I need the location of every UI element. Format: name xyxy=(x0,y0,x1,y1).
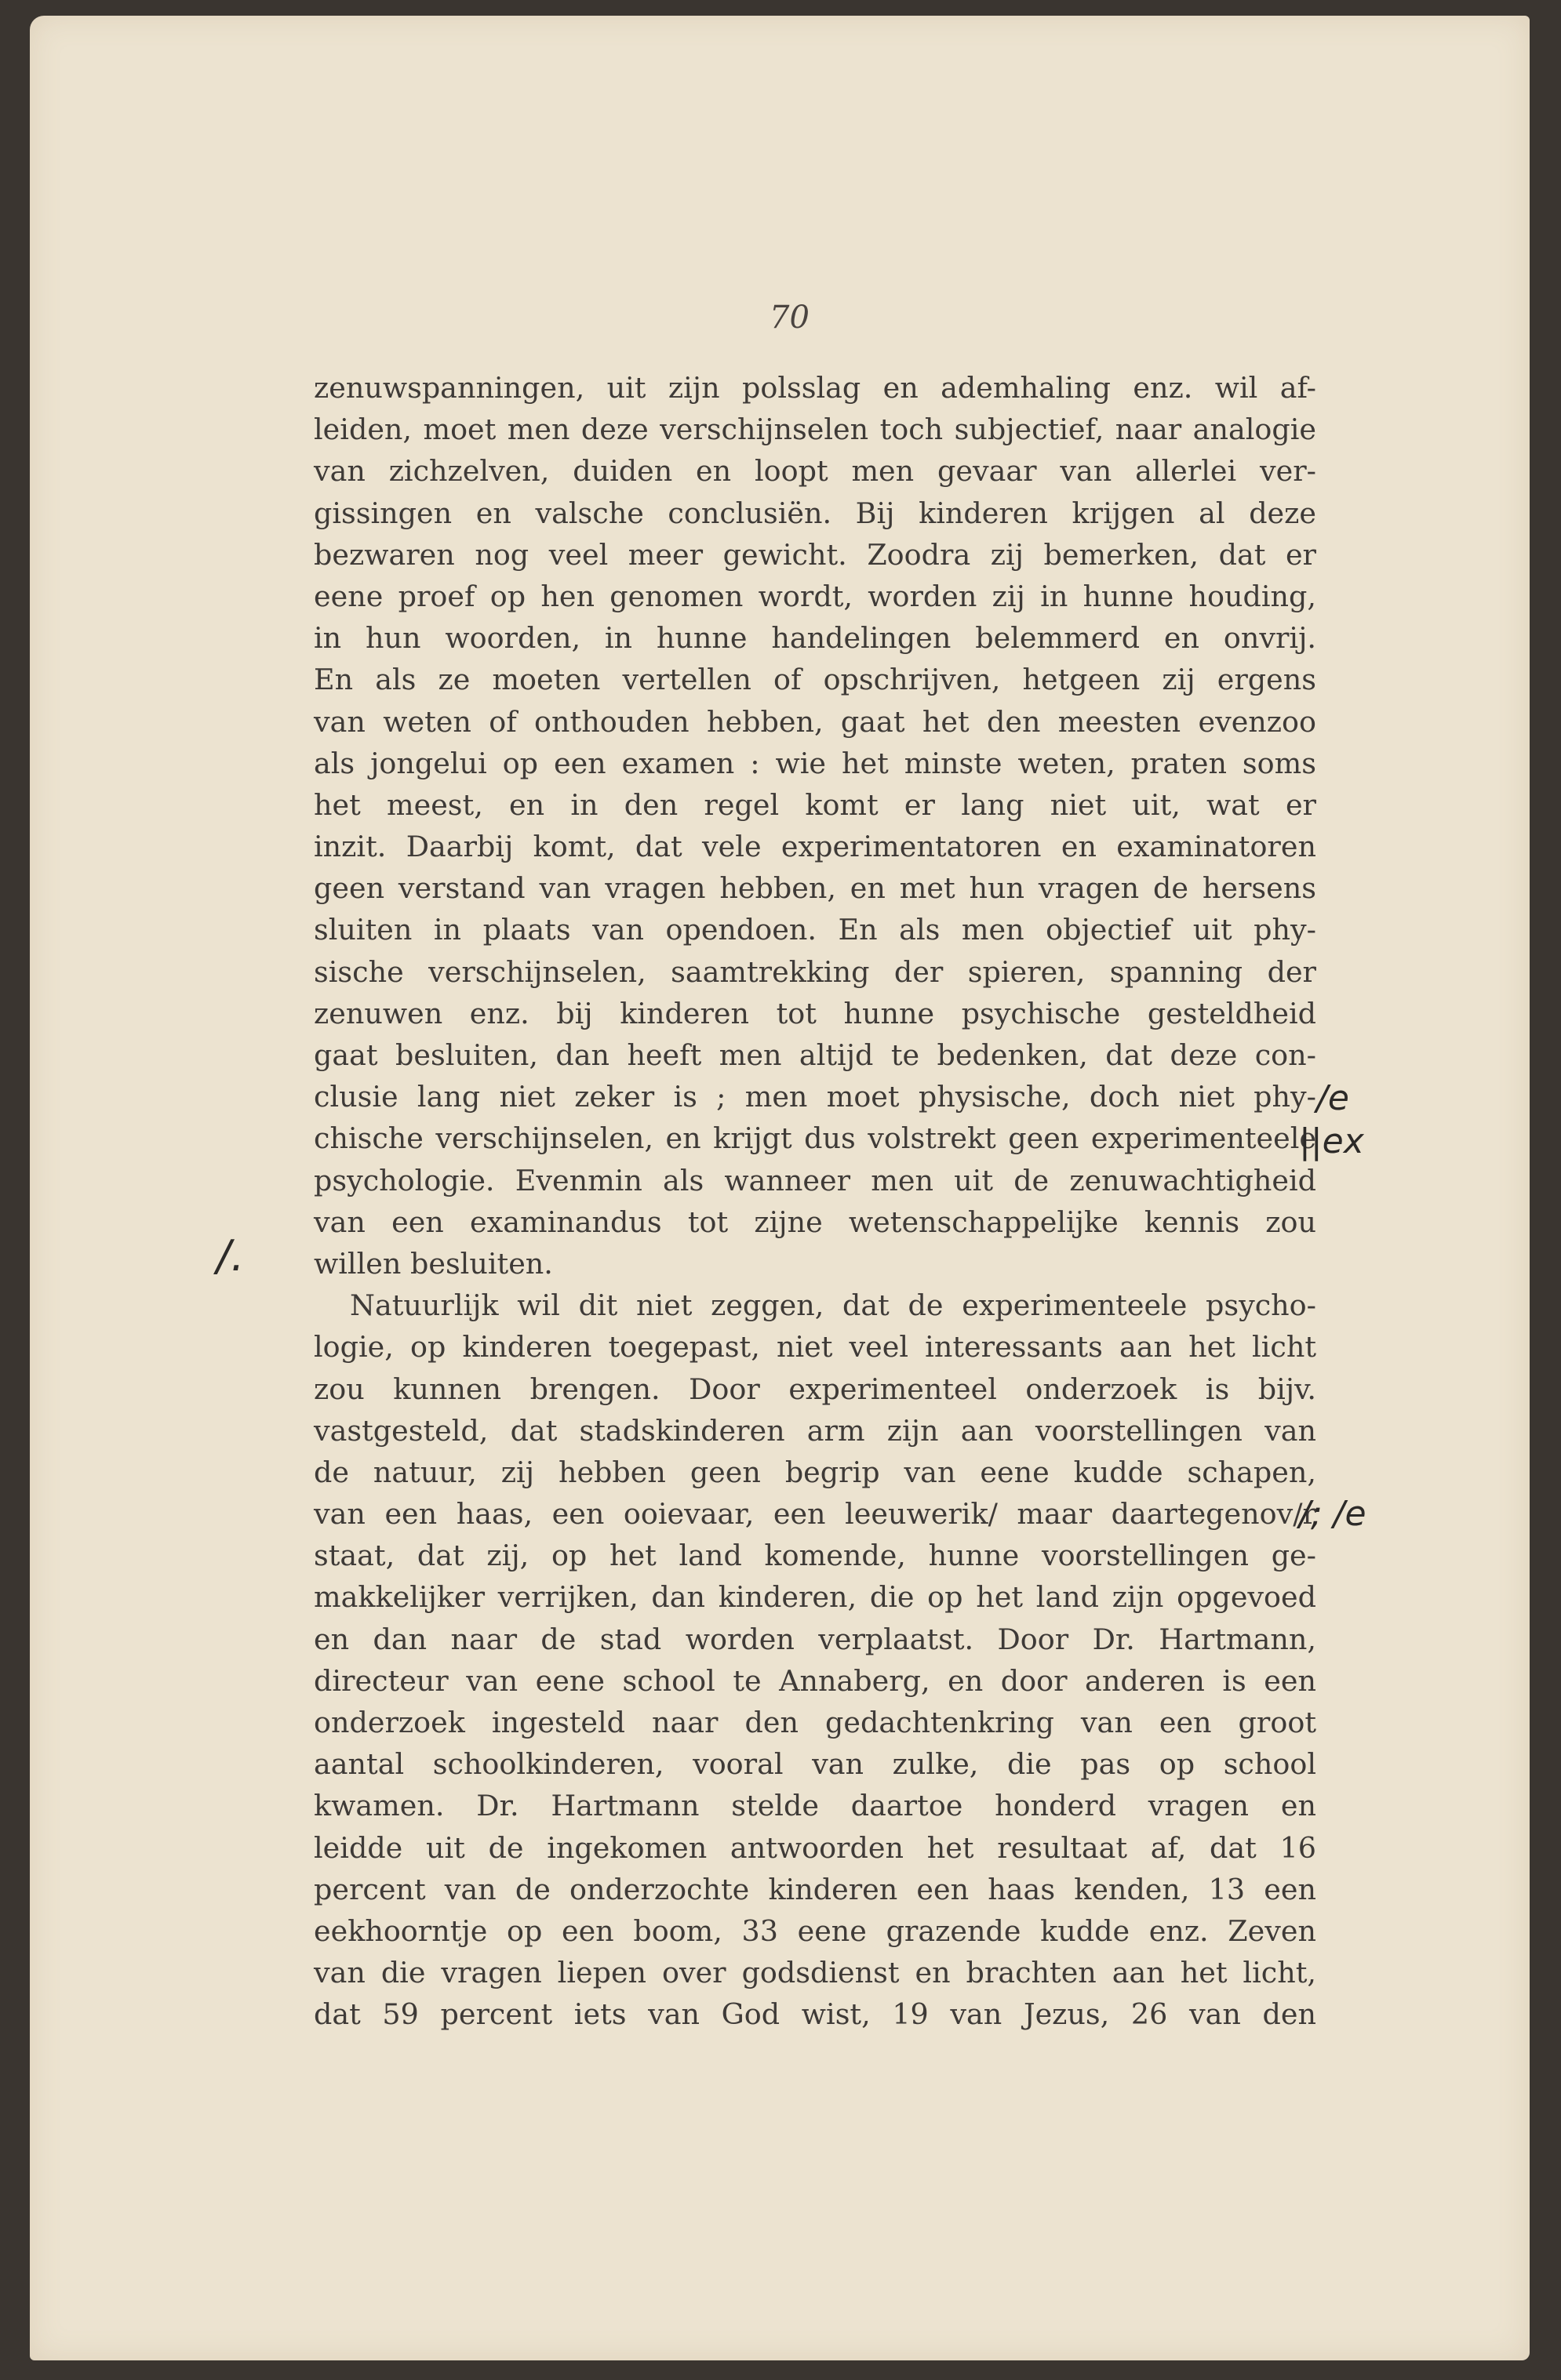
text-line: van zichzelven, duiden en loopt men gevaar van allerlei ver- xyxy=(314,454,1316,489)
text-line: zou kunnen brengen. Door experimenteel onderzoek is bijv. xyxy=(314,1372,1316,1406)
text-line: aantal schoolkinderen, vooral van zulke, die pas op school xyxy=(314,1747,1316,1782)
text-line: leidde uit de ingekomen antwoorden het resultaat af, dat 16 xyxy=(314,1830,1316,1865)
text-line: clusie lang niet zeker is ; men moet physische, doch niet phy- xyxy=(314,1080,1316,1114)
text-line: de natuur, zij hebben geen begrip van eene kudde schapen, xyxy=(314,1455,1316,1489)
text-line: staat, dat zij, op het land komende, hunne voorstellingen ge- xyxy=(314,1539,1316,1573)
text-line: inzit. Daarbij komt, dat vele experimentatoren en examinatoren xyxy=(314,830,1316,864)
text-line: van die vragen liepen over godsdienst en brachten aan het licht, xyxy=(314,1956,1316,1990)
text-line: zenuwspanningen, uit zijn polsslag en ademhaling enz. wil af- xyxy=(314,371,1316,405)
page-number: 70 xyxy=(770,300,810,336)
text-line: sluiten in plaats van opendoen. En als men objectief uit phy- xyxy=(314,913,1316,947)
text-line: bezwaren nog veel meer gewicht. Zoodra zij bemerken, dat er xyxy=(314,537,1316,572)
text-line: gissingen en valsche conclusiën. Bij kinderen krijgen al deze xyxy=(314,496,1316,530)
body-text xyxy=(314,367,1316,2036)
text-line: geen verstand van vragen hebben, en met hun vragen de hersens xyxy=(314,871,1316,906)
text-line: van een examinandus tot zijne wetenschappelijke kennis zou xyxy=(314,1205,1316,1239)
text-line: percent van de onderzochte kinderen een haas kenden, 13 een xyxy=(314,1872,1316,1906)
margin-correction: /e xyxy=(1316,1078,1349,1118)
text-line: chische verschijnselen, en krijgt dus volstrekt geen experimenteele xyxy=(314,1121,1316,1156)
text-line: psychologie. Evenmin als wanneer men uit de zenuwachtigheid xyxy=(314,1163,1316,1197)
text-line: van weten of onthouden hebben, gaat het den meesten evenzoo xyxy=(314,704,1316,739)
margin-correction: /; /e xyxy=(1299,1494,1366,1534)
text-line: onderzoek ingesteld naar den gedachtenkring van een groot xyxy=(314,1706,1316,1739)
margin-correction: /. xyxy=(217,1231,245,1281)
margin-correction: ||ex xyxy=(1299,1121,1364,1161)
text-line: logie, op kinderen toegepast, niet veel interessants aan het licht xyxy=(314,1330,1316,1364)
text-line: in hun woorden, in hunne handelingen belemmerd en onvrij. xyxy=(314,621,1316,656)
text-line: willen besluiten. xyxy=(314,1246,553,1281)
text-line: kwamen. Dr. Hartmann stelde daartoe honderd vragen en xyxy=(314,1789,1316,1823)
text-line: gaat besluiten, dan heeft men altijd te bedenken, dat deze con- xyxy=(314,1038,1316,1072)
text-line: En als ze moeten vertellen of opschrijven, hetgeen zij ergens xyxy=(314,663,1316,697)
text-line: Natuurlijk wil dit niet zeggen, dat de experimenteele psycho- xyxy=(350,1288,1316,1323)
text-line: van een haas, een ooievaar, een leeuwerik/ maar daartegenov/r xyxy=(314,1497,1316,1532)
document-page xyxy=(30,16,1530,2360)
text-line: leiden, moet men deze verschijnselen toch subjectief, naar analogie xyxy=(314,412,1316,447)
text-line: het meest, en in den regel komt er lang niet uit, wat er xyxy=(314,787,1316,822)
text-line: en dan naar de stad worden verplaatst. Door Dr. Hartmann, xyxy=(314,1622,1316,1656)
text-line: directeur van eene school te Annaberg, en door anderen is een xyxy=(314,1663,1316,1698)
text-line: sische verschijnselen, saamtrekking der spieren, spanning der xyxy=(314,954,1316,989)
text-line: eekhoorntje op een boom, 33 eene grazende kudde enz. Zeven xyxy=(314,1913,1316,1948)
text-line: vastgesteld, dat stadskinderen arm zijn aan voorstellingen van xyxy=(314,1413,1316,1448)
text-line: zenuwen enz. bij kinderen tot hunne psychische gesteldheid xyxy=(314,996,1316,1030)
text-line: eene proef op hen genomen wordt, worden zij in hunne houding, xyxy=(314,579,1316,613)
text-line: makkelijker verrijken, dan kinderen, die op het land zijn opgevoed xyxy=(314,1580,1316,1615)
text-line: dat 59 percent iets van God wist, 19 van Jezus, 26 van den xyxy=(314,1997,1316,2032)
text-line: als jongelui op een examen : wie het minste weten, praten soms xyxy=(314,746,1316,780)
